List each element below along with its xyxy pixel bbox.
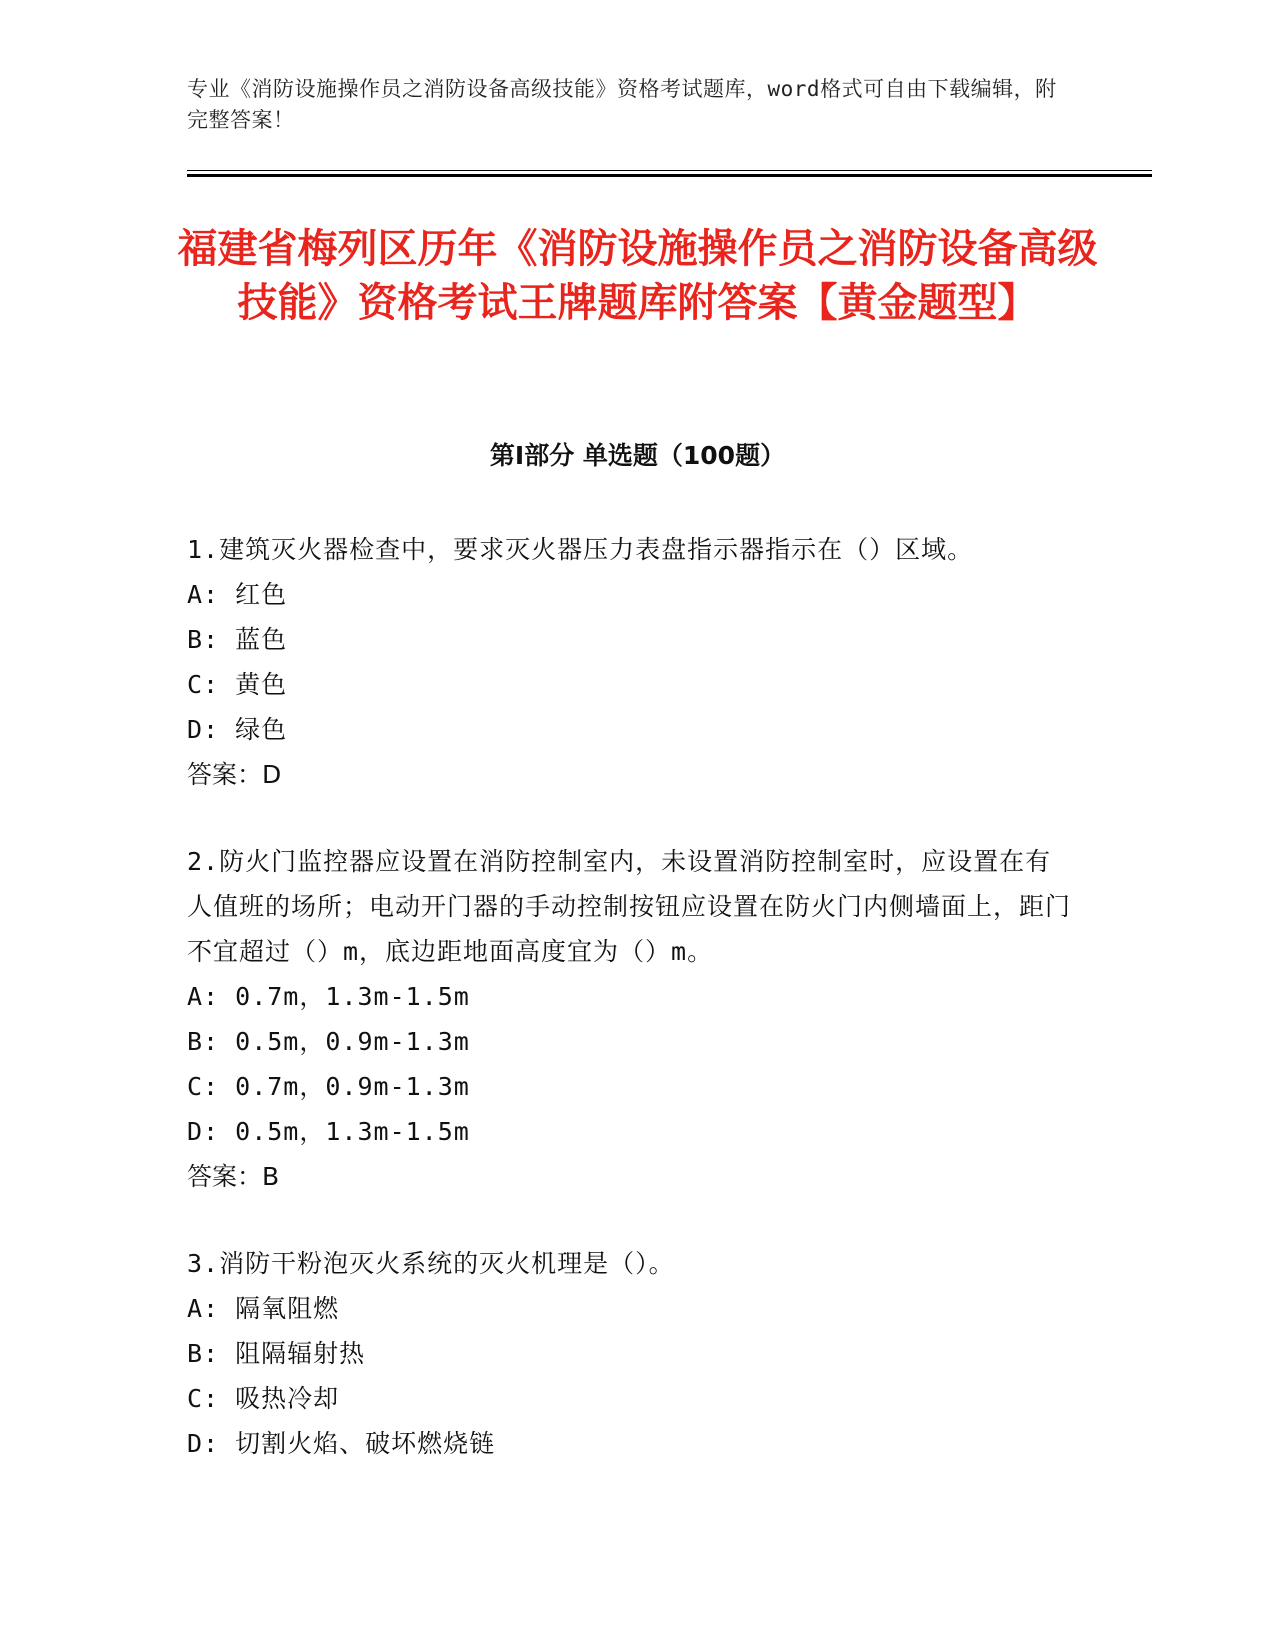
question-stem: 2.防火门监控器应设置在消防控制室内，未设置消防控制室时，应设置在有人值班的场所；电动开门器的手动控制按钮应设置在防火门内侧墙面上，距门不宜超过（）m，底边距地面高度宜为（）m。 (187, 847, 1072, 966)
option-d: D: 绿色 (187, 715, 288, 744)
option-a: A: 0.7m，1.3m-1.5m (187, 982, 470, 1011)
question-3 (187, 1241, 1077, 1466)
option-c: C: 0.7m，0.9m-1.3m (187, 1072, 470, 1101)
section-heading: 第Ⅰ部分 单选题（100题） (489, 441, 786, 470)
option-d: D: 0.5m，1.3m-1.5m (187, 1117, 470, 1146)
question-2 (187, 839, 1077, 1199)
document-title: 福建省梅列区历年《消防设施操作员之消防设备高级技能》资格考试王牌题库附答案【黄金题型】 (177, 226, 1098, 326)
header-divider-thin (187, 170, 1152, 171)
header-divider-thick (187, 174, 1152, 177)
option-d: D: 切割火焰、破坏燃烧链 (187, 1429, 496, 1458)
document-header-note: 专业《消防设施操作员之消防设备高级技能》资格考试题库，word格式可自由下载编辑，附完整答案！ (187, 77, 1057, 132)
question-stem: 1.建筑灭火器检查中，要求灭火器压力表盘指示器指示在（）区域。 (187, 535, 974, 564)
answer: 答案：D (187, 760, 282, 789)
option-b: B: 0.5m，0.9m-1.3m (187, 1027, 470, 1056)
question-1 (187, 527, 1077, 797)
option-c: C: 吸热冷却 (187, 1384, 340, 1413)
option-a: A: 隔氧阻燃 (187, 1294, 340, 1323)
answer: 答案：B (187, 1162, 280, 1191)
question-stem: 3.消防干粉泡灭火系统的灭火机理是（）。 (187, 1249, 675, 1278)
option-b: B: 阻隔辐射热 (187, 1339, 366, 1368)
option-a: A: 红色 (187, 580, 288, 609)
option-b: B: 蓝色 (187, 625, 288, 654)
option-c: C: 黄色 (187, 670, 288, 699)
question-list (187, 527, 1077, 1508)
